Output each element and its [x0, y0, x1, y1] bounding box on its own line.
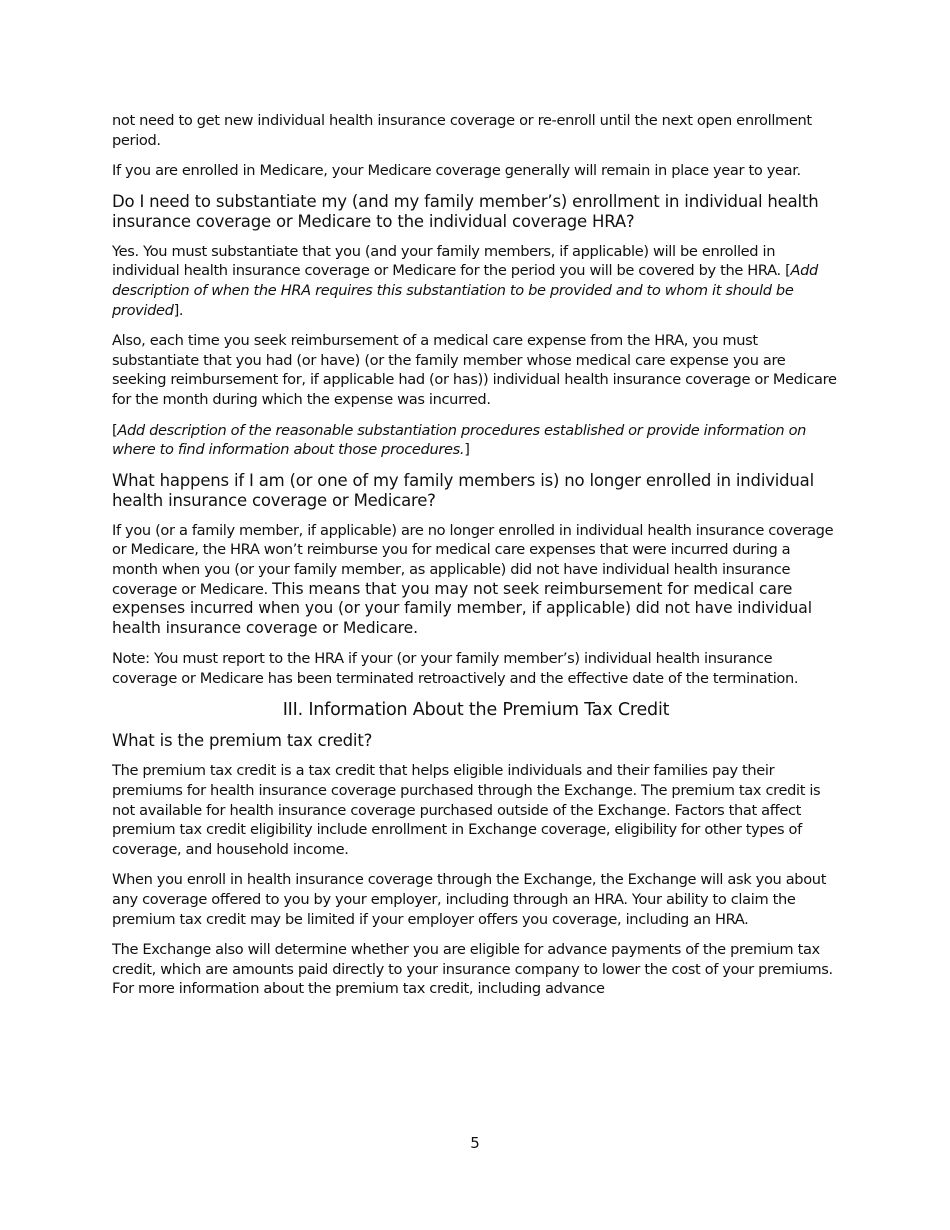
page-number: 5 [470, 1134, 480, 1152]
heading-substantiate: Do I need to substantiate my (and my family member’s) enrollment in individual health insurance coverage or Medicare to the individual coverage HRA? [112, 191, 819, 231]
paragraph-no-longer-enrolled [112, 521, 840, 639]
heading-no-longer-enrolled: What happens if I am (or one of my family members is) no longer enrolled in individual health insurance coverage or Medicare? [112, 470, 814, 510]
paragraph-procedures [112, 421, 840, 460]
bracket-close: ] [464, 441, 470, 459]
paragraph-ptc-exchange: When you enroll in health insurance coverage through the Exchange, the Exchange will ask you about any coverage offered to you by your employer, including through an HRA. Your ability to claim the premium tax credit may be limited if your employer offers you coverage, including an HRA. [112, 871, 827, 928]
paragraph-medicare: If you are enrolled in Medicare, your Medicare coverage generally will remain in place year to year. [112, 162, 801, 180]
section-title: III. Information About the Premium Tax Credit [282, 700, 670, 721]
paragraph-reimbursement-substantiation: Also, each time you seek reimbursement of a medical care expense from the HRA, you must substantiate that you had (or have) (or the family member whose medical care expense you are seeking reimbursement for, if applicable had (or has)) individual health insurance coverage or Medicare for the month during which the expense was incurred. [112, 332, 837, 408]
document-page [112, 111, 840, 1010]
placeholder-procedures: Add description of the reasonable substantiation procedures established or provide information on where to find information about those procedures. [112, 421, 807, 459]
paragraph-open-enrollment: not need to get new individual health insurance coverage or re-enroll until the next open enrollment period. [112, 112, 812, 149]
paragraph-substantiate-text: Yes. You must substantiate that you (and your family members, if applicable) will be enrolled in individual health insurance coverage or Medicare for the period you will be covered by the HRA. [ [112, 242, 791, 280]
heading-premium-tax-credit: What is the premium tax credit? [112, 731, 373, 751]
paragraph-substantiate [112, 242, 840, 320]
bracket-open: [ [112, 421, 118, 439]
placeholder-substantiation-timing: Add description of when the HRA requires this substantiation to be provided and to whom it should be provided [112, 262, 818, 319]
paragraph-ptc-definition: The premium tax credit is a tax credit that helps eligible individuals and their families pay their premiums for health insurance coverage purchased through the Exchange. The premium tax credit is not available for health insurance coverage purchased outside of the Exchange. Factors that affect premium tax credit eligibility include enrollment in Exchange coverage, eligibility for other types of coverage, and household income. [112, 762, 821, 858]
paragraph-substantiate-end: ]. [173, 301, 184, 319]
paragraph-no-longer-enrolled-text: If you (or a family member, if applicable) are no longer enrolled in individual health insurance coverage or Medicare, the HRA won’t reimburse you for medical care expenses that were incurred during a month when you (or your family member, as applicable) did not have individual health insurance coverage or Medicare. [112, 521, 834, 598]
paragraph-no-longer-enrolled-tail: This means that you may not seek reimbursement for medical care expenses incurred when you (or your family member, if applicable) did not have individual health insurance coverage or Medicare. [112, 579, 812, 637]
paragraph-ptc-advance: The Exchange also will determine whether you are eligible for advance payments of the premium tax credit, which are amounts paid directly to your insurance company to lower the cost of your premiums. For more information about the premium tax credit, including advance [112, 941, 833, 998]
paragraph-note: Note: You must report to the HRA if your (or your family member’s) individual health insurance coverage or Medicare has been terminated retroactively and the effective date of the termination. [112, 650, 799, 687]
